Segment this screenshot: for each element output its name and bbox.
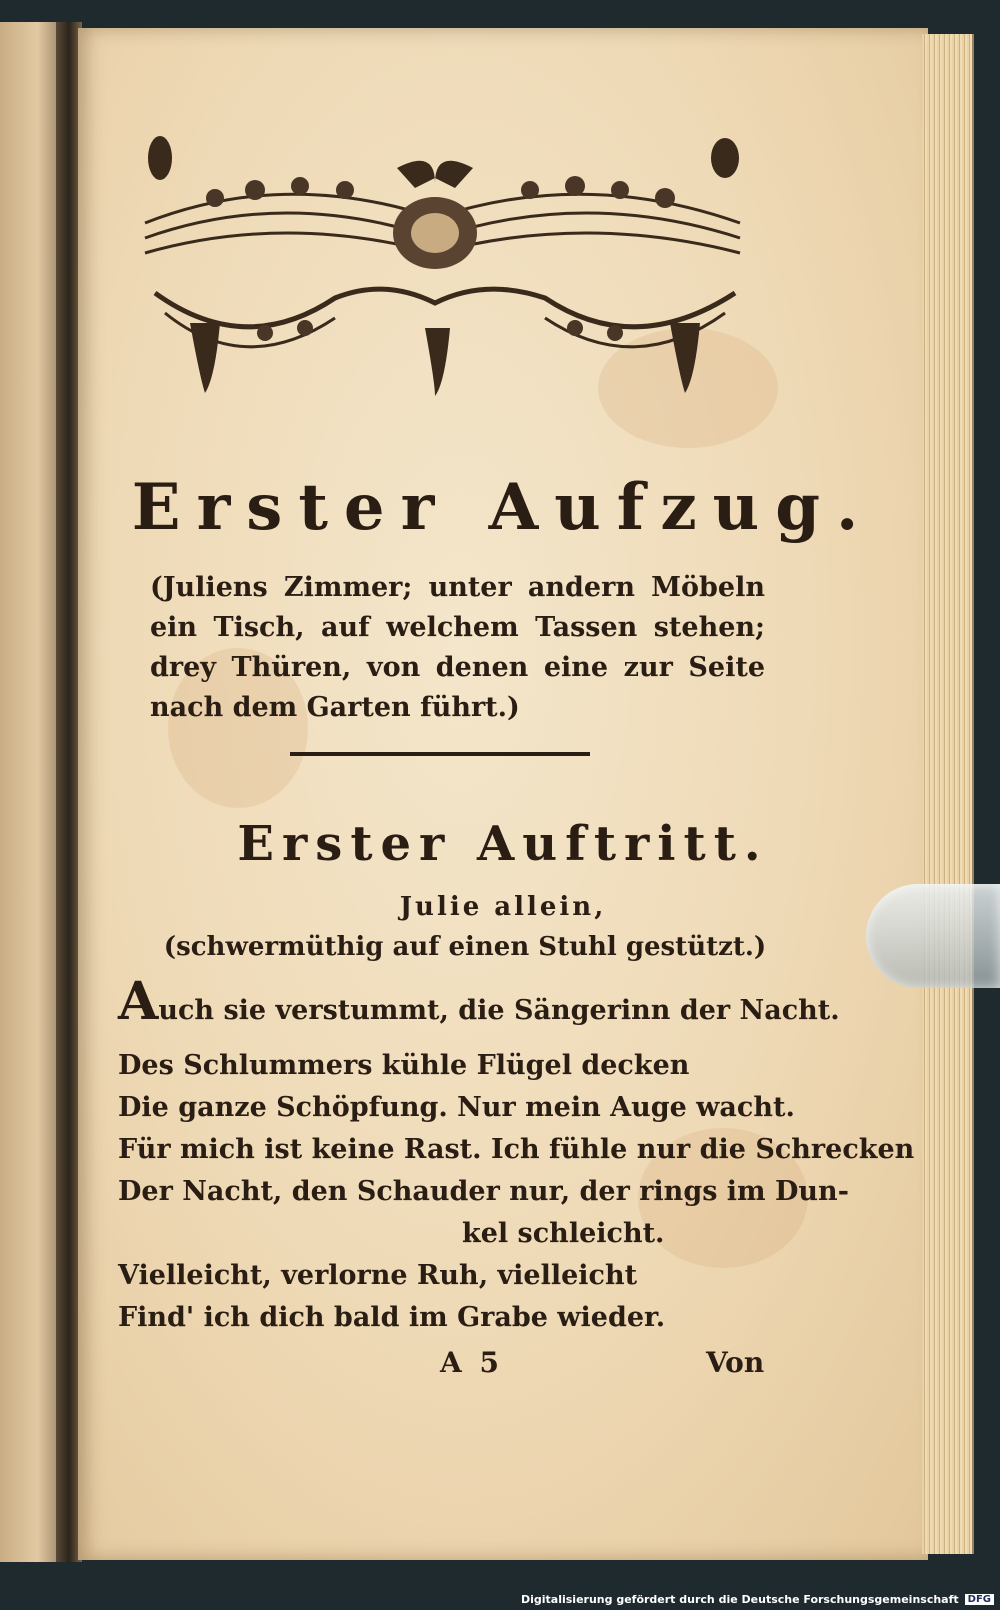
drop-cap: A (118, 971, 159, 1032)
verse-line-5: Der Nacht, den Schauder nur, der rings im Dun- (118, 1176, 849, 1207)
divider-rule (290, 752, 590, 756)
verse-line-2: Des Schlummers kühle Flügel decken (118, 1050, 690, 1081)
verse-line-3: Die ganze Schöpfung. Nur mein Auge wacht. (118, 1092, 795, 1123)
stage-direction: (Juliens Zimmer; unter andern Möbeln ein Tisch, auf welchem Tassen stehen; drey Thüren, von denen eine zur Seite nach dem Garten führt.) (150, 572, 765, 723)
ornament-headpiece-icon (135, 128, 755, 398)
catchword: Von (706, 1346, 765, 1379)
footer-credit (521, 1593, 994, 1606)
footer-text: Digitalisierung gefördert durch die Deutsche Forschungsgemeinschaft (520, 1593, 959, 1606)
scene-title: Erster Auftritt. (237, 816, 769, 872)
verse-line-8: Find' ich dich bald im Grabe wieder. (118, 1302, 666, 1333)
dfg-logo: DFG (965, 1594, 994, 1605)
verse-line-7: Vielleicht, verlorne Ruh, vielleicht (118, 1260, 638, 1291)
verse-line-4: Für mich ist keine Rast. Ich fühle nur die Schrecken (118, 1134, 915, 1165)
verse-line-6: kel schleicht. (462, 1218, 665, 1249)
bookmark-tab-icon (866, 884, 1000, 988)
act-title: Erster Aufzug. (131, 470, 875, 545)
verse-line-1 (118, 971, 840, 1032)
cast-stage-note: (schwermüthig auf einen Stuhl gestützt.) (163, 932, 767, 962)
verse-text: uch sie verstummt, die Sängerinn der Nacht. (158, 995, 840, 1026)
cast-list: Julie allein, (399, 892, 607, 922)
page-stack-edge (922, 34, 974, 1554)
signature-mark: A 5 (440, 1346, 503, 1379)
